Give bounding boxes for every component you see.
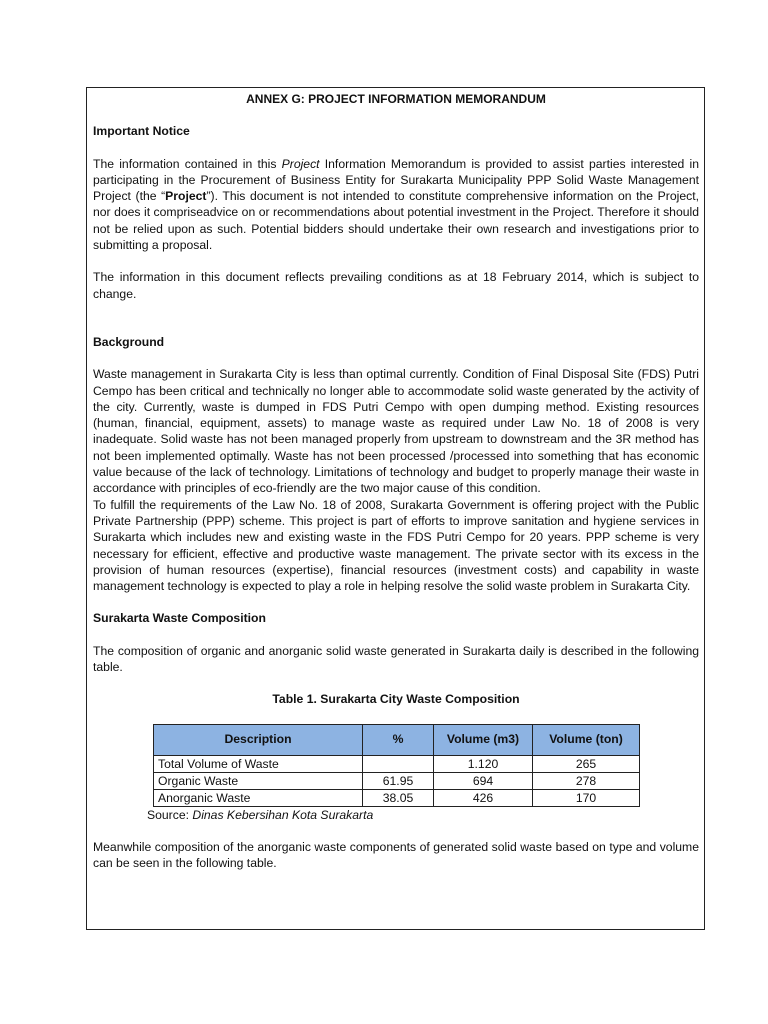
- header-description: Description: [154, 724, 363, 755]
- cell-volume-ton: 265: [533, 755, 640, 772]
- notice-paragraph-2: The information in this document reflects prevailing conditions as at 18 February 2014, which is subject to change.: [93, 270, 699, 301]
- cell-volume-m3: 426: [434, 789, 533, 806]
- table-caption: Table 1. Surakarta City Waste Composition: [272, 692, 520, 707]
- background-heading: Background: [93, 334, 165, 349]
- cell-percent: 61.95: [363, 772, 434, 789]
- composition-heading: Surakarta Waste Composition: [93, 611, 266, 626]
- background-paragraph-1: Waste management in Surakarta City is less than optimal currently. Condition of Final Disposal Site (FDS) Putri Cempo has been critical and technically no longer able to accommodate solid waste generated by the activity of the city. Currently, waste is dumped in FDS Putri Cempo with open dumping method. Existing resources (human, financial, equipment, assets) to manage waste as required under Law No. 18 of 2008 is very inadequate. Solid waste has not been managed properly from upstream to downstream and the 3R method has not been implemented optimally. Waste has not been processed /processed into something that has economic value because of the lack of technology. Limitations of technology and budget to properly manage their waste in accordance with principles of eco-friendly are the two major cause of this condition.: [93, 367, 699, 496]
- header-volume-ton: Volume (ton): [533, 724, 640, 755]
- background-paragraph-2: To fulfill the requirements of the Law No. 18 of 2008, Surakarta Government is offering project with the Public Private Partnership (PPP) scheme. This project is part of efforts to improve sanitation and hygiene services in Surakarta which includes new and existing waste in the FDS Putri Cempo for 20 years. PPP scheme is very necessary for efficient, effective and productive waste management. The private sector with its excess in the provision of human resources (expertise), financial resources (investment costs) and capability in waste management technology is expected to play a role in helping resolve the solid waste problem in Surakarta City.: [93, 497, 699, 594]
- cell-volume-ton: 170: [533, 789, 640, 806]
- table-row: [154, 789, 640, 806]
- header-percent: %: [363, 724, 434, 755]
- notice-paragraph-1: The information contained in this Project Information Memorandum is provided to assist parties interested in participating in the Procurement of Business Entity for Surakarta Municipality PPP Solid Waste Management Project (the “Project”). This document is not intended to constitute comprehensive information on the Project, nor does it compriseadvice on or recommendations about potential investment in the Project. Therefore it should not be relied upon as such. Potential bidders should undertake their own research and investigations prior to submitting a proposal.: [93, 156, 699, 253]
- cell-percent: 38.05: [363, 789, 434, 806]
- cell-description: Total Volume of Waste: [154, 755, 363, 772]
- composition-intro: The composition of organic and anorganic solid waste generated in Surakarta daily is described in the following table.: [93, 643, 699, 675]
- notice-heading: Important Notice: [93, 124, 190, 139]
- document-frame: [86, 87, 705, 930]
- cell-description: Anorganic Waste: [154, 789, 363, 806]
- composition-outro: Meanwhile composition of the anorganic waste components of generated solid waste based on type and volume can be seen in the following table.: [93, 839, 699, 871]
- cell-volume-m3: 694: [434, 772, 533, 789]
- document-content: [93, 88, 699, 872]
- table-row: [154, 772, 640, 789]
- table-row: [154, 755, 640, 772]
- table-source: Source: Dinas Kebersihan Kota Surakarta: [147, 807, 374, 822]
- header-volume-m3: Volume (m3): [434, 724, 533, 755]
- waste-composition-table: [153, 724, 640, 807]
- cell-volume-ton: 278: [533, 772, 640, 789]
- cell-description: Organic Waste: [154, 772, 363, 789]
- table-header-row: [154, 724, 640, 755]
- cell-percent: [363, 755, 434, 772]
- cell-volume-m3: 1.120: [434, 755, 533, 772]
- document-title: ANNEX G: PROJECT INFORMATION MEMORANDUM: [246, 92, 546, 106]
